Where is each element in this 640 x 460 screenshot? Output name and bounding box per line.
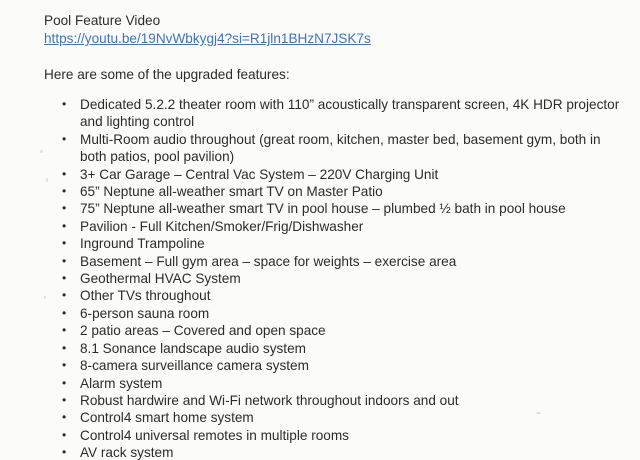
feature-text: 8.1 Sonance landscape audio system	[80, 340, 306, 356]
bullet-icon: •	[62, 427, 67, 442]
feature-text: Dedicated 5.2.2 theater room with 110” acoustically transparent screen, 4K HDR projector and lighting control	[80, 97, 620, 130]
feature-item	[0, 200, 640, 217]
feature-item	[0, 218, 640, 235]
feature-item	[0, 183, 640, 200]
scan-speck	[44, 296, 46, 299]
bullet-icon: •	[62, 392, 67, 407]
feature-text: Geothermal HVAC System	[80, 271, 241, 287]
scan-speck	[536, 412, 541, 414]
feature-item	[0, 305, 640, 322]
scan-speck	[46, 178, 48, 182]
feature-item	[0, 427, 640, 444]
feature-text: Basement – Full gym area – space for weights – exercise area	[80, 253, 457, 269]
feature-text: Multi-Room audio throughout (great room, kitchen, master bed, basement gym, both in both patios, pool pavilion)	[80, 131, 601, 165]
bullet-icon: •	[62, 358, 67, 373]
feature-item	[0, 270, 640, 287]
bullet-icon: •	[62, 271, 67, 286]
bullet-icon: •	[62, 323, 67, 338]
feature-item	[0, 444, 640, 460]
feature-text: 6-person sauna room	[80, 305, 210, 321]
bullet-icon: •	[62, 445, 67, 460]
feature-text: Control4 universal remotes in multiple rooms	[80, 427, 349, 443]
feature-text: 3+ Car Garage – Central Vac System – 220V Charging Unit	[80, 166, 439, 182]
bullet-icon: •	[62, 288, 67, 303]
feature-item	[0, 235, 640, 252]
video-heading: Pool Feature Video	[44, 13, 161, 28]
feature-text: 75” Neptune all-weather smart TV in pool house – plumbed ½ bath in pool house	[80, 201, 566, 217]
features-intro: Here are some of the upgraded features:	[44, 67, 290, 82]
feature-item	[0, 357, 640, 374]
bullet-icon: •	[62, 201, 67, 216]
feature-item	[0, 253, 640, 270]
feature-item	[0, 409, 640, 426]
feature-text: Alarm system	[80, 375, 163, 391]
feature-text: Pavilion - Full Kitchen/Smoker/Frig/Dishwasher	[80, 218, 364, 234]
bullet-icon: •	[62, 184, 67, 199]
bullet-icon: •	[62, 410, 67, 425]
bullet-icon: •	[62, 166, 67, 181]
bullet-icon: •	[62, 375, 67, 390]
feature-text: 8-camera surveillance camera system	[80, 358, 309, 374]
features-list	[0, 96, 640, 460]
bullet-icon: •	[62, 97, 67, 111]
bullet-icon: •	[62, 131, 67, 146]
feature-text: AV rack system	[80, 445, 174, 460]
feature-text: 65” Neptune all-weather smart TV on Master Patio	[80, 184, 383, 200]
feature-item	[0, 96, 640, 131]
feature-item	[0, 131, 640, 166]
feature-item	[0, 166, 640, 183]
feature-text: 2 patio areas – Covered and open space	[80, 323, 326, 339]
bullet-icon: •	[62, 218, 67, 233]
feature-text: Inground Trampoline	[80, 236, 205, 252]
bullet-icon: •	[62, 253, 67, 268]
feature-text: Other TVs throughout	[80, 288, 211, 304]
feature-item	[0, 375, 640, 392]
bullet-icon: •	[62, 305, 67, 320]
bullet-icon: •	[62, 340, 67, 355]
feature-text: Robust hardwire and Wi-Fi network throughout indoors and out	[80, 392, 459, 408]
feature-item	[0, 340, 640, 357]
video-link[interactable]: https://youtu.be/19NvWbkygj4?si=R1jln1BHzN7JSK7s	[44, 31, 371, 46]
bullet-icon: •	[62, 236, 67, 251]
feature-text: Control4 smart home system	[80, 410, 254, 426]
feature-item	[0, 392, 640, 409]
feature-item	[0, 287, 640, 304]
scan-speck	[40, 150, 43, 153]
feature-item	[0, 322, 640, 339]
